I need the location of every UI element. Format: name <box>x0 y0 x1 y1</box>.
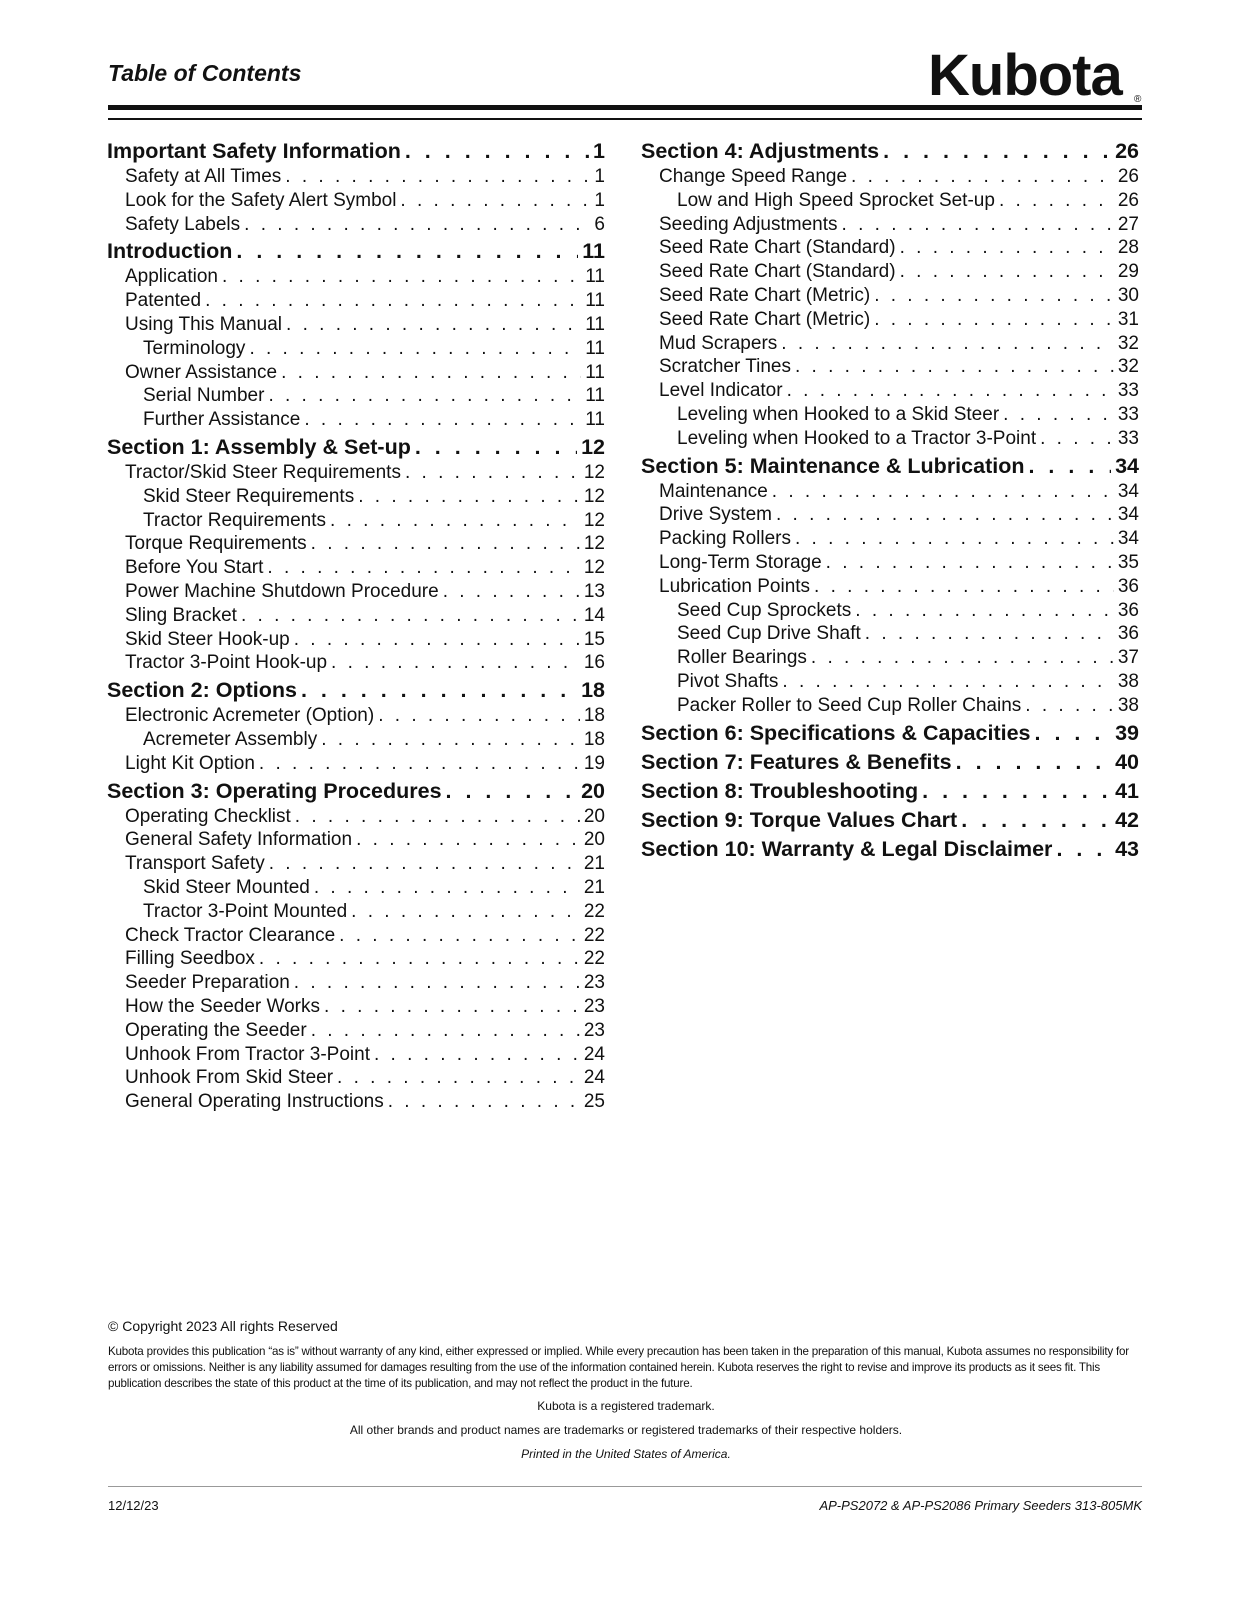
toc-entry[interactable] <box>641 427 1139 451</box>
toc-entry-page: 34 <box>1117 528 1139 550</box>
toc-dot-leader <box>1035 719 1112 747</box>
toc-dot-leader <box>281 361 581 385</box>
toc-dot-leader <box>285 165 590 189</box>
toc-entry[interactable] <box>107 1090 605 1114</box>
toc-entry-page: 14 <box>583 604 605 626</box>
toc-entry-title: Electronic Acremeter (Option) <box>125 705 375 727</box>
toc-dot-leader <box>781 332 1114 356</box>
toc-entry-title: Safety Labels <box>125 213 241 235</box>
toc-dot-leader <box>294 628 580 652</box>
toc-entry-title: Unhook From Tractor 3-Point <box>125 1043 370 1065</box>
toc-entry-page: 11 <box>585 266 605 288</box>
toc-entry-title: Skid Steer Hook-up <box>125 628 290 650</box>
toc-entry-title: Skid Steer Mounted <box>143 876 310 898</box>
toc-entry-page: 1 <box>593 139 605 163</box>
toc-dot-leader <box>339 924 580 948</box>
toc-dot-leader <box>388 1090 580 1114</box>
toc-dot-leader <box>814 575 1114 599</box>
toc-entry-title: Tractor 3-Point Mounted <box>143 900 348 922</box>
toc-dot-leader <box>826 551 1114 575</box>
toc-entry-title: Seed Cup Drive Shaft <box>677 623 861 645</box>
toc-entry-title: Section 1: Assembly & Set-up <box>107 434 411 459</box>
toc-entry[interactable] <box>641 599 1139 623</box>
toc-entry[interactable] <box>107 924 605 948</box>
toc-entry-title: Important Safety Information <box>107 139 401 163</box>
toc-dot-leader <box>205 289 581 313</box>
toc-entry-page: 36 <box>1117 599 1139 621</box>
toc-entry[interactable] <box>107 604 605 628</box>
toc-entry[interactable] <box>641 332 1139 356</box>
toc-entry[interactable] <box>107 852 605 876</box>
toc-entry-page: 38 <box>1117 670 1139 692</box>
toc-section-entry[interactable] <box>641 806 1139 834</box>
toc-entry-page: 18 <box>583 705 605 727</box>
toc-entry[interactable] <box>641 694 1139 718</box>
toc-entry-title: How the Seeder Works <box>125 995 321 1017</box>
toc-entry-title: Leveling when Hooked to a Tractor 3-Point <box>677 427 1037 449</box>
toc-entry-title: Section 10: Warranty & Legal Disclaimer <box>641 836 1053 861</box>
toc-entry[interactable] <box>641 575 1139 599</box>
toc-entry-page: 12 <box>583 485 605 507</box>
toc-dot-leader <box>321 728 580 752</box>
toc-entry[interactable] <box>107 289 605 313</box>
toc-entry[interactable] <box>107 461 605 485</box>
toc-entry[interactable] <box>107 971 605 995</box>
toc-entry-page: 1 <box>594 166 605 187</box>
toc-entry-page: 22 <box>583 924 605 946</box>
toc-dot-leader <box>304 408 581 432</box>
toc-entry[interactable] <box>107 509 605 533</box>
toc-entry[interactable] <box>641 189 1139 213</box>
toc-entry[interactable] <box>107 313 605 337</box>
toc-section-entry[interactable] <box>641 748 1139 776</box>
toc-entry-title: Seed Rate Chart (Metric) <box>659 308 871 330</box>
toc-dot-leader <box>922 777 1111 805</box>
toc-entry-page: 11 <box>585 313 605 335</box>
toc-dot-leader <box>1028 452 1111 480</box>
toc-entry-title: Power Machine Shutdown Procedure <box>125 580 439 602</box>
toc-entry-page: 12 <box>581 434 605 459</box>
toc-entry-title: Section 7: Features & Benefits <box>641 749 952 774</box>
toc-entry[interactable] <box>641 165 1139 189</box>
toc-entry-page: 22 <box>583 948 605 970</box>
toc-entry-title: Low and High Speed Sprocket Set-up <box>677 189 995 211</box>
toc-entry-page: 11 <box>585 290 605 312</box>
toc-section-entry[interactable] <box>641 719 1139 747</box>
toc-section-entry[interactable] <box>641 777 1139 805</box>
toc-entry-page: 35 <box>1117 551 1139 573</box>
toc-entry-page: 24 <box>583 1043 605 1065</box>
toc-entry-title: Tractor/Skid Steer Requirements <box>125 461 401 483</box>
toc-entry-page: 34 <box>1115 453 1139 478</box>
toc-entry-title: Skid Steer Requirements <box>143 485 355 507</box>
toc-dot-leader <box>1003 403 1114 427</box>
printed-notice: Printed in the United States of America. <box>521 1447 731 1461</box>
toc-entry[interactable] <box>107 995 605 1019</box>
toc-entry-title: Change Speed Range <box>659 166 848 187</box>
toc-dot-leader <box>787 379 1114 403</box>
toc-entry-page: 16 <box>583 652 605 674</box>
toc-entry-page: 34 <box>1117 504 1139 526</box>
toc-entry-page: 11 <box>585 337 605 359</box>
toc-entry[interactable] <box>641 379 1139 403</box>
toc-entry[interactable] <box>107 580 605 604</box>
toc-entry-page: 40 <box>1115 749 1139 774</box>
toc-entry[interactable] <box>107 752 605 776</box>
toc-dot-leader <box>772 480 1114 504</box>
toc-entry-page: 37 <box>1117 647 1139 669</box>
toc-entry-title: Acremeter Assembly <box>143 728 318 750</box>
logo-text: Kubota <box>928 47 1122 105</box>
toc-entry[interactable] <box>107 947 605 971</box>
toc-entry[interactable] <box>107 485 605 509</box>
toc-entry-title: Packer Roller to Seed Cup Roller Chains <box>677 694 1022 716</box>
toc-dot-leader <box>337 1066 580 1090</box>
disclaimer-text: Kubota provides this publication “as is” without warranty of any kind, either expressed or implied. While every precaution has been taken in the preparation of this manual, Kubota assumes no responsibility for errors or omissions. Neither is any liability assumed for damages resulting from the use of the information contained herein. Kubota reserves the right to revise and improve its products as it sees fit. This publication describes the state of this product at the time of its publication, and may not reflect the product in the future. <box>108 1345 1129 1390</box>
toc-entry-page: 36 <box>1117 623 1139 645</box>
toc-entry-page: 43 <box>1115 836 1139 861</box>
toc-entry-title: Terminology <box>143 337 246 359</box>
toc-dot-leader <box>311 1019 580 1043</box>
toc-entry-page: 20 <box>581 778 605 803</box>
toc-entry[interactable] <box>641 622 1139 646</box>
trademark-notice: Kubota is a registered trademark. <box>537 1399 715 1413</box>
toc-dot-leader <box>782 670 1113 694</box>
toc-section-entry[interactable] <box>641 137 1139 165</box>
toc-dot-leader <box>311 532 580 556</box>
toc-entry[interactable] <box>107 876 605 900</box>
toc-entry-title: Section 2: Options <box>107 678 297 703</box>
toc-dot-leader <box>295 805 580 829</box>
toc-entry-title: Leveling when Hooked to a Skid Steer <box>677 403 1000 425</box>
toc-entry-page: 33 <box>1117 403 1139 425</box>
toc-entry-title: Check Tractor Clearance <box>125 924 336 946</box>
footer-document-id: AP-PS2072 & AP-PS2086 Primary Seeders 313-805MK <box>819 1498 1142 1513</box>
toc-entry[interactable] <box>641 308 1139 332</box>
toc-entry-page: 26 <box>1117 166 1139 187</box>
toc-entry-title: Section 8: Troubleshooting <box>641 778 919 803</box>
toc-entry-page: 27 <box>1117 213 1139 235</box>
toc-dot-leader <box>443 580 580 604</box>
footer-date: 12/12/23 <box>108 1498 159 1513</box>
toc-entry-title: Mud Scrapers <box>659 332 778 354</box>
toc-entry-page: 36 <box>1117 575 1139 597</box>
toc-entry-title: Pivot Shafts <box>677 670 779 692</box>
toc-entry-page: 18 <box>583 728 605 750</box>
toc-dot-leader <box>222 265 581 289</box>
toc-entry-title: Seed Cup Sprockets <box>677 599 852 621</box>
toc-entry-page: 23 <box>583 1019 605 1041</box>
toc-entry-title: Packing Rollers <box>659 528 791 550</box>
toc-entry-page: 21 <box>583 853 605 875</box>
toc-entry[interactable] <box>641 503 1139 527</box>
toc-entry-page: 20 <box>583 829 605 851</box>
registered-mark: ® <box>1134 94 1142 105</box>
toc-entry[interactable] <box>107 1043 605 1067</box>
toc-dot-leader <box>400 189 590 213</box>
toc-dot-leader <box>795 527 1114 551</box>
toc-entry-title: Section 4: Adjustments <box>641 139 880 163</box>
toc-dot-leader <box>415 433 577 461</box>
toc-entry-title: Sling Bracket <box>125 604 237 626</box>
toc-entry[interactable] <box>107 532 605 556</box>
toc-dot-leader <box>267 556 579 580</box>
toc-dot-leader <box>324 995 580 1019</box>
toc-section-entry[interactable] <box>107 433 605 461</box>
toc-section-entry[interactable] <box>107 676 605 704</box>
toc-entry-page: 33 <box>1117 380 1139 402</box>
toc-entry-title: Further Assistance <box>143 409 301 431</box>
brands-notice: All other brands and product names are trademarks or registered trademarks of their respective holders. <box>349 1423 903 1437</box>
toc-entry-page: 39 <box>1115 720 1139 745</box>
toc-entry[interactable] <box>107 628 605 652</box>
toc-dot-leader <box>900 260 1114 284</box>
toc-entry-page: 30 <box>1117 284 1139 306</box>
toc-dot-leader <box>811 646 1114 670</box>
toc-dot-leader <box>358 485 580 509</box>
toc-entry-title: Tractor 3-Point Hook-up <box>125 652 328 674</box>
toc-dot-leader <box>356 828 580 852</box>
toc-entry-page: 12 <box>583 461 605 483</box>
toc-dot-leader <box>999 189 1114 213</box>
toc-entry-page: 34 <box>1117 480 1139 502</box>
toc-entry-title: Owner Assistance <box>125 361 278 383</box>
toc-entry[interactable] <box>107 556 605 580</box>
toc-dot-leader <box>301 676 577 704</box>
toc-entry-title: Safety at All Times <box>125 166 282 187</box>
toc-entry-page: 6 <box>594 213 605 235</box>
toc-entry-page: 13 <box>583 580 605 602</box>
toc-entry-title: Filling Seedbox <box>125 948 255 970</box>
toc-entry[interactable] <box>641 670 1139 694</box>
toc-entry[interactable] <box>107 828 605 852</box>
toc-dot-leader <box>855 599 1114 623</box>
toc-entry[interactable] <box>107 900 605 924</box>
toc-entry[interactable] <box>107 728 605 752</box>
toc-entry-page: 31 <box>1117 308 1139 330</box>
toc-entry-title: Operating Checklist <box>125 805 291 827</box>
toc-entry-title: Drive System <box>659 504 772 526</box>
toc-dot-leader <box>249 337 581 361</box>
toc-entry-title: General Safety Information <box>125 829 353 851</box>
toc-entry-title: Seed Rate Chart (Metric) <box>659 284 871 306</box>
toc-entry[interactable] <box>107 1019 605 1043</box>
toc-entry-page: 12 <box>583 533 605 555</box>
kubota-logo <box>928 47 1144 105</box>
toc-dot-leader <box>269 852 580 876</box>
toc-dot-leader <box>378 704 580 728</box>
toc-entry-page: 32 <box>1117 332 1139 354</box>
toc-entry-title: Look for the Safety Alert Symbol <box>125 189 397 211</box>
toc-entry-page: 11 <box>585 409 605 431</box>
toc-entry-page: 42 <box>1115 807 1139 832</box>
toc-dot-leader <box>795 355 1114 379</box>
toc-entry-page: 15 <box>583 628 605 650</box>
toc-dot-leader <box>241 604 580 628</box>
toc-entry[interactable] <box>641 284 1139 308</box>
toc-entry-page: 26 <box>1115 139 1139 163</box>
toc-dot-leader <box>236 237 578 265</box>
toc-dot-leader <box>851 165 1114 189</box>
toc-dot-leader <box>1025 694 1114 718</box>
toc-entry-title: Serial Number <box>143 385 265 407</box>
toc-dot-leader <box>405 461 580 485</box>
toc-dot-leader <box>446 777 578 805</box>
toc-section-entry[interactable] <box>107 237 605 265</box>
toc-entry-page: 11 <box>585 385 605 407</box>
toc-entry[interactable] <box>107 1066 605 1090</box>
toc-entry[interactable] <box>641 403 1139 427</box>
toc-entry-title: Section 6: Specifications & Capacities <box>641 720 1031 745</box>
toc-entry[interactable] <box>107 384 605 408</box>
toc-entry[interactable] <box>107 361 605 385</box>
toc-dot-leader <box>776 503 1114 527</box>
toc-dot-leader <box>874 284 1114 308</box>
toc-entry[interactable] <box>107 265 605 289</box>
toc-entry-page: 12 <box>583 509 605 531</box>
toc-entry-title: Long-Term Storage <box>659 551 822 573</box>
toc-entry[interactable] <box>107 165 605 189</box>
toc-entry-page: 11 <box>582 239 605 264</box>
toc-entry-page: 32 <box>1117 356 1139 378</box>
toc-entry-title: Seed Rate Chart (Standard) <box>659 261 896 283</box>
toc-entry-title: Transport Safety <box>125 853 265 875</box>
toc-section-entry[interactable] <box>641 835 1139 863</box>
toc-entry-title: Section 9: Torque Values Chart <box>641 807 958 832</box>
toc-entry-title: Patented <box>125 290 202 312</box>
footer-rule <box>108 1486 1142 1487</box>
toc-entry-title: Tractor Requirements <box>143 509 327 531</box>
page-title: Table of Contents <box>108 60 302 86</box>
toc-entry[interactable] <box>641 646 1139 670</box>
toc-entry[interactable] <box>107 213 605 237</box>
toc-entry-title: Application <box>125 266 218 288</box>
toc-entry-title: Using This Manual <box>125 313 283 335</box>
toc-dot-leader <box>1040 427 1114 451</box>
toc-entry-page: 23 <box>583 972 605 994</box>
toc-dot-leader <box>956 748 1111 776</box>
toc-dot-leader <box>351 900 580 924</box>
toc-entry-title: Unhook From Skid Steer <box>125 1067 334 1089</box>
toc-dot-leader <box>268 384 581 408</box>
toc-dot-leader <box>1056 835 1111 863</box>
toc-entry-title: Lubrication Points <box>659 575 811 597</box>
toc-right-column <box>641 136 1139 863</box>
toc-dot-leader <box>259 947 580 971</box>
toc-section-entry[interactable] <box>641 452 1139 480</box>
toc-entry-title: Section 5: Maintenance & Lubrication <box>641 453 1025 478</box>
toc-entry[interactable] <box>107 408 605 432</box>
toc-entry-page: 19 <box>583 752 605 774</box>
toc-dot-leader <box>286 313 581 337</box>
toc-entry-title: Section 3: Operating Procedures <box>107 778 442 803</box>
toc-dot-leader <box>883 137 1111 165</box>
toc-entry-page: 24 <box>583 1067 605 1089</box>
toc-entry[interactable] <box>107 337 605 361</box>
toc-entry-page: 38 <box>1117 694 1139 716</box>
toc-dot-leader <box>330 509 580 533</box>
toc-entry[interactable] <box>641 355 1139 379</box>
toc-entry[interactable] <box>641 213 1139 237</box>
header-rule-thin <box>108 118 1142 120</box>
toc-entry-title: Scratcher Tines <box>659 356 791 378</box>
toc-entry-page: 23 <box>583 995 605 1017</box>
toc-entry-page: 28 <box>1117 237 1139 259</box>
toc-entry-title: Light Kit Option <box>125 752 255 774</box>
copyright-line: © Copyright 2023 All rights Reserved <box>108 1318 338 1334</box>
toc-dot-leader <box>405 137 589 165</box>
toc-dot-leader <box>874 308 1114 332</box>
header-rule-thick <box>108 105 1142 110</box>
toc-entry-page: 11 <box>585 361 605 383</box>
toc-dot-leader <box>294 971 580 995</box>
toc-entry-title: Seed Rate Chart (Standard) <box>659 237 896 259</box>
toc-entry-page: 29 <box>1117 261 1139 283</box>
toc-entry[interactable] <box>107 805 605 829</box>
toc-entry-title: Before You Start <box>125 557 264 579</box>
toc-entry-title: Operating the Seeder <box>125 1019 307 1041</box>
toc-section-entry[interactable] <box>107 777 605 805</box>
toc-entry[interactable] <box>641 480 1139 504</box>
toc-dot-leader <box>865 622 1114 646</box>
toc-dot-leader <box>961 806 1111 834</box>
toc-dot-leader <box>244 213 590 237</box>
toc-dot-leader <box>900 236 1114 260</box>
toc-entry-title: Seeding Adjustments <box>659 213 838 235</box>
toc-entry[interactable] <box>107 704 605 728</box>
toc-entry[interactable] <box>107 189 605 213</box>
toc-entry[interactable] <box>641 260 1139 284</box>
toc-entry-page: 33 <box>1117 427 1139 449</box>
toc-entry-page: 25 <box>583 1091 605 1113</box>
toc-entry-page: 41 <box>1115 778 1139 803</box>
toc-entry-page: 26 <box>1117 189 1139 211</box>
toc-entry-title: General Operating Instructions <box>125 1091 384 1113</box>
toc-dot-leader <box>374 1043 580 1067</box>
toc-entry-title: Seeder Preparation <box>125 972 290 994</box>
toc-entry-title: Roller Bearings <box>677 647 807 669</box>
toc-entry[interactable] <box>641 236 1139 260</box>
toc-entry-page: 20 <box>583 805 605 827</box>
toc-left-column <box>107 136 605 1114</box>
toc-entry-page: 1 <box>594 189 605 211</box>
toc-entry-page: 18 <box>581 678 605 703</box>
toc-entry-page: 12 <box>583 557 605 579</box>
toc-entry-title: Torque Requirements <box>125 533 307 555</box>
toc-dot-leader <box>259 752 580 776</box>
toc-dot-leader <box>331 651 580 675</box>
toc-entry-page: 22 <box>583 900 605 922</box>
toc-entry-title: Introduction <box>107 239 233 264</box>
toc-entry[interactable] <box>107 651 605 675</box>
toc-dot-leader <box>314 876 580 900</box>
toc-dot-leader <box>842 213 1114 237</box>
toc-entry[interactable] <box>641 551 1139 575</box>
toc-entry-title: Maintenance <box>659 480 768 502</box>
toc-entry[interactable] <box>641 527 1139 551</box>
toc-entry-page: 21 <box>583 876 605 898</box>
toc-entry-title: Level Indicator <box>659 380 783 402</box>
toc-section-entry[interactable] <box>107 137 605 165</box>
